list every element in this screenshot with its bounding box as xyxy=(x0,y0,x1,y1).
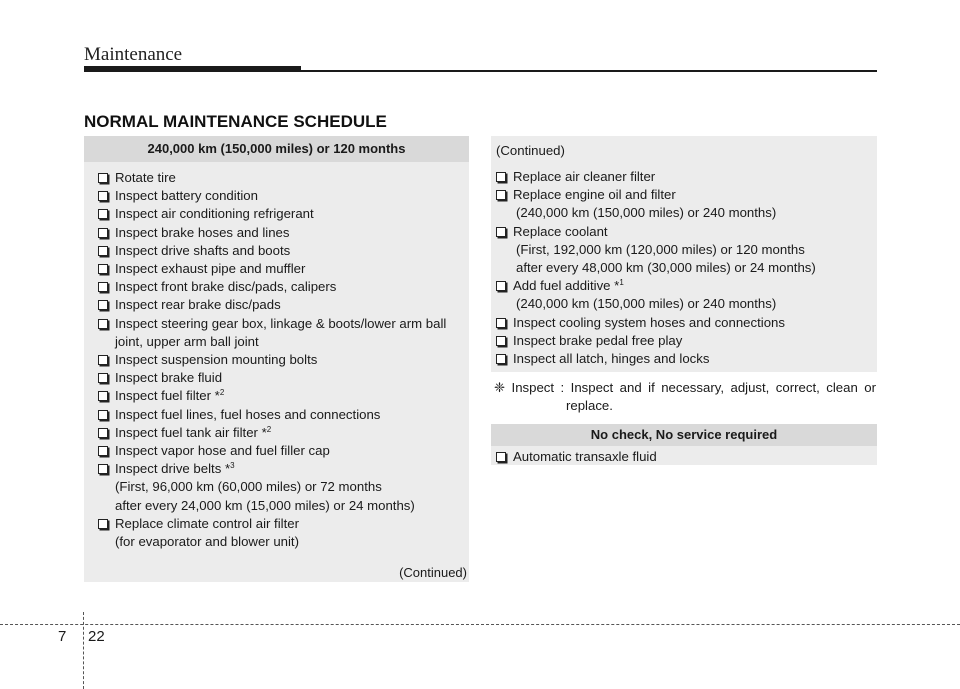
checklist-item-text: Replace climate control air filter xyxy=(115,515,299,531)
checklist xyxy=(491,160,877,368)
checklist-item-detail: (First, 192,000 km (120,000 miles) or 120 months xyxy=(516,241,805,257)
checklist-item-text: Inspect rear brake disc/pads xyxy=(115,297,281,313)
checkbox-icon xyxy=(98,246,108,256)
checklist-item-text: Inspect exhaust pipe and muffler xyxy=(115,261,306,277)
checklist-item xyxy=(98,242,469,260)
header-rule xyxy=(84,70,877,72)
checklist-item xyxy=(98,351,469,369)
checkbox-icon xyxy=(98,428,108,438)
checklist-item-text: Replace coolant xyxy=(513,223,608,239)
checkbox-icon xyxy=(98,300,108,310)
panel-heading: 240,000 km (150,000 miles) or 120 months xyxy=(84,136,469,162)
checklist-item xyxy=(496,277,877,295)
footnote-marker: 2 xyxy=(219,388,225,398)
checklist-item-text: Inspect suspension mounting bolts xyxy=(115,352,318,368)
checklist-item-text: Inspect air conditioning refrigerant xyxy=(115,206,314,222)
checkbox-icon xyxy=(98,410,108,420)
checkbox-icon xyxy=(98,173,108,183)
checklist-item-text: Inspect fuel lines, fuel hoses and connections xyxy=(115,406,381,422)
checklist-item-text: Replace engine oil and filter xyxy=(513,187,676,203)
checklist xyxy=(84,162,469,551)
checkbox-icon xyxy=(496,354,506,364)
footnote-marker: 2 xyxy=(266,424,272,434)
continued-label: (Continued) xyxy=(399,565,467,580)
checklist-item xyxy=(98,169,469,187)
checklist-item-text: Inspect drive shafts and boots xyxy=(115,242,291,258)
checklist-item-detail: (for evaporator and blower unit) xyxy=(115,534,299,550)
checklist-item-text: Inspect fuel tank air filter * xyxy=(115,424,267,440)
checklist-item-text: Inspect vapor hose and fuel filler cap xyxy=(115,443,330,459)
checklist-item-text: Add fuel additive * xyxy=(513,278,620,294)
checklist-item xyxy=(98,187,469,205)
checkbox-icon xyxy=(496,452,506,462)
note-line: replace. xyxy=(566,398,613,414)
checkbox-icon xyxy=(496,227,506,237)
section-title: NORMAL MAINTENANCE SCHEDULE xyxy=(84,112,387,131)
footer-rule xyxy=(0,624,960,625)
panel-heading: No check, No service required xyxy=(491,424,877,446)
page-number: 22 xyxy=(88,628,105,645)
checklist-item-text: Inspect battery condition xyxy=(115,188,258,204)
checklist-item xyxy=(98,278,469,296)
checklist-item xyxy=(496,223,877,241)
checklist-item xyxy=(98,442,469,460)
checklist-item xyxy=(98,260,469,278)
checkbox-icon xyxy=(98,264,108,274)
checklist-item-text: Inspect brake hoses and lines xyxy=(115,224,290,240)
checkbox-icon xyxy=(98,209,108,219)
checkbox-icon xyxy=(98,446,108,456)
checklist-item xyxy=(98,369,469,387)
checklist-item xyxy=(496,168,877,186)
checkbox-icon xyxy=(496,336,506,346)
checklist-item xyxy=(98,515,469,533)
checkbox-icon xyxy=(98,282,108,292)
note-line: ❈ Inspect : Inspect and if necessary, adjust, correct, clean or xyxy=(494,380,876,395)
checklist-item-detail: after every 48,000 km (30,000 miles) or 24 months) xyxy=(516,260,816,276)
page-header-title: Maintenance xyxy=(84,44,183,65)
checklist-item xyxy=(98,205,469,223)
checklist-item-text: Inspect brake pedal free play xyxy=(513,332,683,348)
checklist-item xyxy=(98,296,469,314)
footer-divider xyxy=(83,612,84,689)
checkbox-icon xyxy=(496,172,506,182)
checklist-item xyxy=(496,186,877,204)
checklist-item xyxy=(496,314,877,332)
checkbox-icon xyxy=(98,319,108,329)
chapter-number: 7 xyxy=(58,628,67,645)
footnote-marker: 1 xyxy=(619,278,624,288)
checklist-item-text: Inspect cooling system hoses and connections xyxy=(513,314,785,330)
checklist-item-text: Automatic transaxle fluid xyxy=(513,449,657,464)
checkbox-icon xyxy=(98,228,108,238)
checklist-item xyxy=(496,332,877,350)
checklist-item xyxy=(98,460,469,478)
checklist-item-detail: joint, upper arm ball joint xyxy=(115,333,259,349)
checklist-item-detail: (240,000 km (150,000 miles) or 240 months) xyxy=(516,205,777,221)
checklist-item-text: Inspect drive belts * xyxy=(115,461,231,477)
checkbox-icon xyxy=(98,391,108,401)
no-check-panel xyxy=(491,424,877,465)
checklist xyxy=(491,448,877,466)
checkbox-icon xyxy=(98,373,108,383)
checklist-item-text: Inspect brake fluid xyxy=(115,370,223,386)
checkbox-icon xyxy=(98,519,108,529)
checkbox-icon xyxy=(496,318,506,328)
schedule-panel-continued xyxy=(491,136,877,372)
checklist-item xyxy=(98,387,469,405)
checklist-item-detail: (First, 96,000 km (60,000 miles) or 72 months xyxy=(115,479,382,495)
checklist-item xyxy=(496,448,877,466)
schedule-panel-240000 xyxy=(84,136,469,582)
checklist-item-text: Inspect front brake disc/pads, calipers xyxy=(115,279,337,295)
inspect-note xyxy=(494,379,876,415)
checklist-item-text: Inspect steering gear box, linkage & boots/lower arm ball xyxy=(115,315,447,331)
checklist-item-text: Inspect all latch, hinges and locks xyxy=(513,351,710,367)
checklist-item xyxy=(496,350,877,368)
checklist-item-text: Replace air cleaner filter xyxy=(513,169,656,184)
footnote-marker: 3 xyxy=(230,461,235,471)
checklist-item xyxy=(98,424,469,442)
checklist-item-detail: (240,000 km (150,000 miles) or 240 months) xyxy=(516,296,777,312)
checkbox-icon xyxy=(98,464,108,474)
checkbox-icon xyxy=(98,355,108,365)
checklist-item-detail: after every 24,000 km (15,000 miles) or 24 months) xyxy=(115,497,415,513)
checklist-item-text: Rotate tire xyxy=(115,170,176,185)
checkbox-icon xyxy=(496,281,506,291)
checkbox-icon xyxy=(496,190,506,200)
continued-label: (Continued) xyxy=(496,143,565,158)
checklist-item xyxy=(98,224,469,242)
checkbox-icon xyxy=(98,191,108,201)
checklist-item xyxy=(98,315,469,333)
checklist-item xyxy=(98,406,469,424)
checklist-item-text: Inspect fuel filter * xyxy=(115,388,220,404)
